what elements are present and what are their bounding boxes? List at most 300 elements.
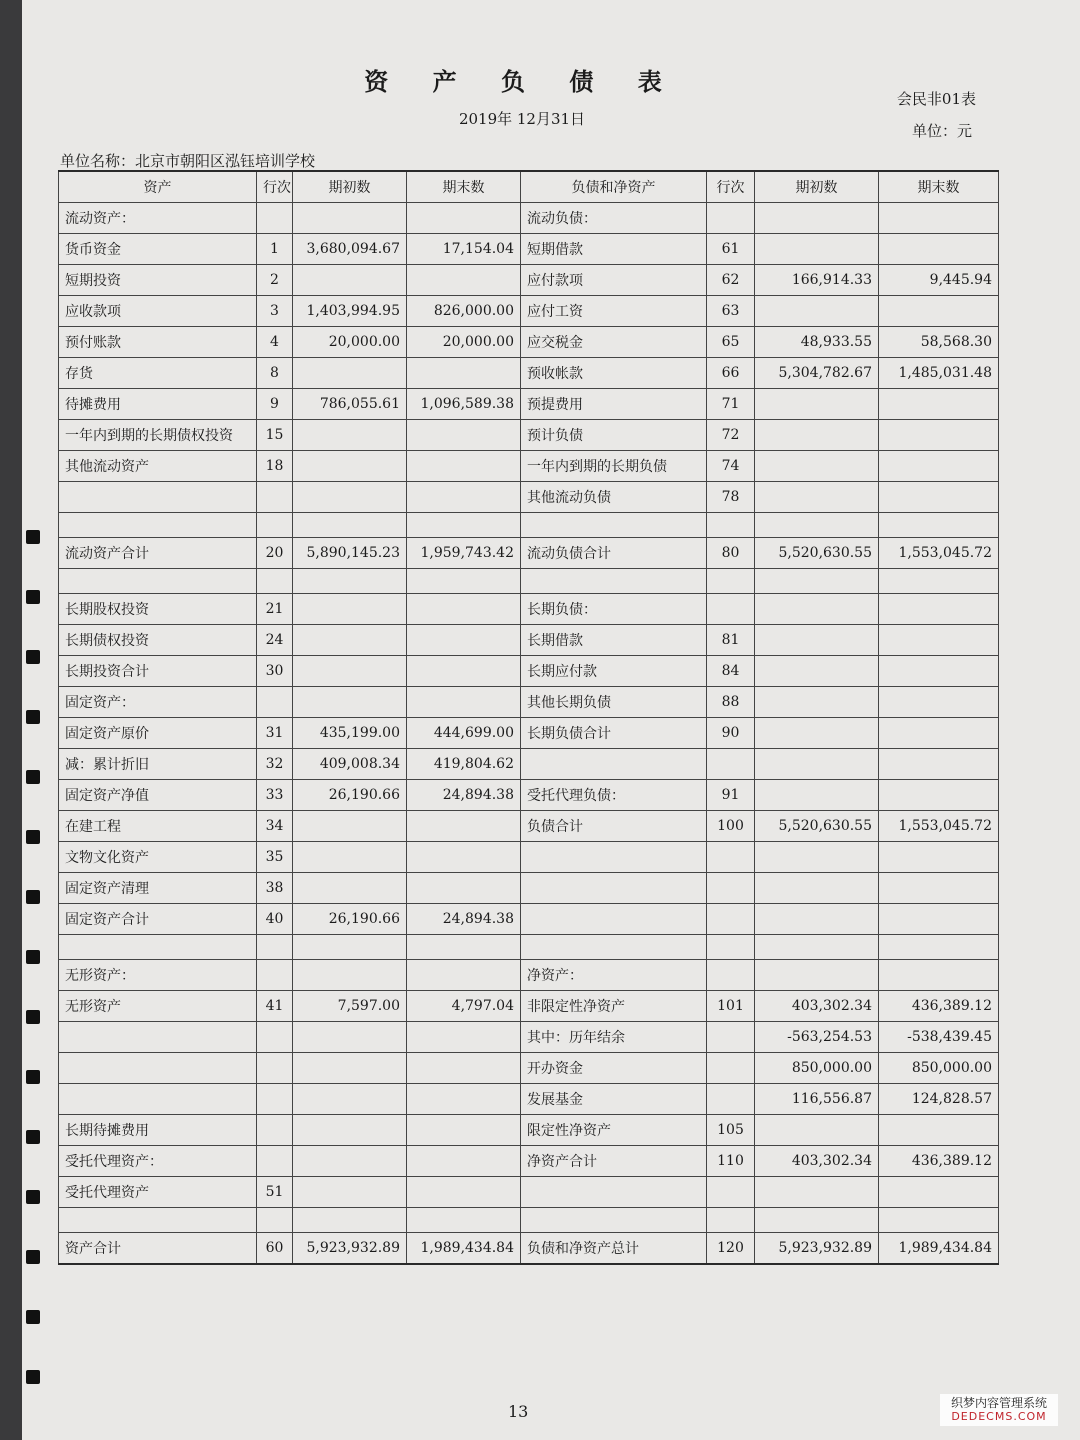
- line-number-cell: [707, 1208, 755, 1233]
- amount-cell: [879, 904, 999, 935]
- amount-cell: 5,923,932.89: [293, 1233, 407, 1265]
- amount-cell: [879, 1115, 999, 1146]
- amount-cell: [407, 358, 521, 389]
- amount-cell: [879, 960, 999, 991]
- amount-cell: -563,254.53: [755, 1022, 879, 1053]
- item-label-cell: [59, 482, 257, 513]
- item-label-cell: 负债合计: [521, 811, 707, 842]
- item-label-cell: [521, 1208, 707, 1233]
- line-number-cell: 101: [707, 991, 755, 1022]
- amount-cell: [755, 389, 879, 420]
- line-number-cell: 33: [257, 780, 293, 811]
- table-row: [59, 203, 999, 234]
- line-number-cell: 4: [257, 327, 293, 358]
- line-number-cell: 74: [707, 451, 755, 482]
- line-number-cell: 60: [257, 1233, 293, 1265]
- amount-cell: 24,894.38: [407, 780, 521, 811]
- amount-cell: [755, 873, 879, 904]
- amount-cell: [879, 842, 999, 873]
- amount-cell: 444,699.00: [407, 718, 521, 749]
- table-row: [59, 718, 999, 749]
- amount-cell: [293, 1084, 407, 1115]
- amount-cell: 1,553,045.72: [879, 811, 999, 842]
- line-number-cell: [707, 842, 755, 873]
- line-number-cell: 72: [707, 420, 755, 451]
- item-label-cell: 非限定性净资产: [521, 991, 707, 1022]
- amount-cell: [293, 1053, 407, 1084]
- amount-cell: [755, 513, 879, 538]
- table-row: [59, 904, 999, 935]
- amount-cell: [755, 780, 879, 811]
- amount-cell: [407, 687, 521, 718]
- amount-cell: [879, 296, 999, 327]
- amount-cell: [407, 482, 521, 513]
- item-label-cell: [59, 513, 257, 538]
- amount-cell: [879, 451, 999, 482]
- item-label-cell: 开办资金: [521, 1053, 707, 1084]
- table-row: [59, 873, 999, 904]
- amount-cell: [407, 842, 521, 873]
- amount-cell: [879, 569, 999, 594]
- amount-cell: [407, 203, 521, 234]
- item-label-cell: 短期借款: [521, 234, 707, 265]
- column-header: 期初数: [293, 171, 407, 203]
- amount-cell: [407, 1053, 521, 1084]
- amount-cell: [407, 1177, 521, 1208]
- amount-cell: [879, 656, 999, 687]
- amount-cell: [755, 594, 879, 625]
- line-number-cell: 31: [257, 718, 293, 749]
- line-number-cell: [707, 594, 755, 625]
- amount-cell: [755, 1208, 879, 1233]
- table-row: [59, 538, 999, 569]
- item-label-cell: 受托代理资产：: [59, 1146, 257, 1177]
- line-number-cell: [257, 960, 293, 991]
- item-label-cell: 长期借款: [521, 625, 707, 656]
- amount-cell: [879, 1177, 999, 1208]
- table-row: [59, 389, 999, 420]
- line-number-cell: [257, 203, 293, 234]
- amount-cell: 436,389.12: [879, 991, 999, 1022]
- amount-cell: 5,520,630.55: [755, 811, 879, 842]
- item-label-cell: 净资产：: [521, 960, 707, 991]
- item-label-cell: [521, 904, 707, 935]
- amount-cell: [293, 811, 407, 842]
- item-label-cell: [521, 842, 707, 873]
- amount-cell: [293, 513, 407, 538]
- amount-cell: [755, 960, 879, 991]
- amount-cell: [879, 420, 999, 451]
- amount-cell: 5,923,932.89: [755, 1233, 879, 1265]
- table-row: [59, 1233, 999, 1265]
- amount-cell: 850,000.00: [879, 1053, 999, 1084]
- amount-cell: [407, 1084, 521, 1115]
- amount-cell: [293, 873, 407, 904]
- amount-cell: [407, 265, 521, 296]
- table-row: [59, 1053, 999, 1084]
- amount-cell: [407, 625, 521, 656]
- amount-cell: 24,894.38: [407, 904, 521, 935]
- column-header: 期末数: [407, 171, 521, 203]
- amount-cell: [407, 594, 521, 625]
- item-label-cell: 减：累计折旧: [59, 749, 257, 780]
- amount-cell: 20,000.00: [293, 327, 407, 358]
- amount-cell: [293, 935, 407, 960]
- table-row: [59, 1022, 999, 1053]
- amount-cell: [293, 1177, 407, 1208]
- amount-cell: [755, 451, 879, 482]
- amount-cell: [755, 482, 879, 513]
- line-number-cell: 100: [707, 811, 755, 842]
- line-number-cell: [707, 1177, 755, 1208]
- item-label-cell: 应付工资: [521, 296, 707, 327]
- line-number-cell: [257, 569, 293, 594]
- item-label-cell: 流动负债：: [521, 203, 707, 234]
- table-row: [59, 1084, 999, 1115]
- amount-cell: [879, 203, 999, 234]
- item-label-cell: 受托代理资产: [59, 1177, 257, 1208]
- table-row: [59, 811, 999, 842]
- item-label-cell: 长期债权投资: [59, 625, 257, 656]
- amount-cell: [407, 569, 521, 594]
- item-label-cell: 无形资产: [59, 991, 257, 1022]
- line-number-cell: 81: [707, 625, 755, 656]
- amount-cell: [879, 935, 999, 960]
- amount-cell: 403,302.34: [755, 1146, 879, 1177]
- item-label-cell: 流动资产合计: [59, 538, 257, 569]
- item-label-cell: 存货: [59, 358, 257, 389]
- amount-cell: [407, 960, 521, 991]
- amount-cell: 1,989,434.84: [879, 1233, 999, 1265]
- amount-cell: [293, 842, 407, 873]
- item-label-cell: 预计负债: [521, 420, 707, 451]
- amount-cell: [879, 389, 999, 420]
- line-number-cell: 61: [707, 234, 755, 265]
- table-row: [59, 451, 999, 482]
- amount-cell: [293, 656, 407, 687]
- item-label-cell: 一年内到期的长期债权投资: [59, 420, 257, 451]
- amount-cell: 9,445.94: [879, 265, 999, 296]
- amount-cell: [407, 811, 521, 842]
- amount-cell: [293, 687, 407, 718]
- table-row: [59, 594, 999, 625]
- table-row: [59, 1177, 999, 1208]
- amount-cell: -538,439.45: [879, 1022, 999, 1053]
- amount-cell: 166,914.33: [755, 265, 879, 296]
- amount-cell: 5,304,782.67: [755, 358, 879, 389]
- amount-cell: [293, 265, 407, 296]
- amount-cell: 17,154.04: [407, 234, 521, 265]
- item-label-cell: 长期负债：: [521, 594, 707, 625]
- line-number-cell: 21: [257, 594, 293, 625]
- line-number-cell: 18: [257, 451, 293, 482]
- amount-cell: 1,096,589.38: [407, 389, 521, 420]
- amount-cell: [755, 625, 879, 656]
- line-number-cell: [707, 935, 755, 960]
- line-number-cell: [707, 513, 755, 538]
- line-number-cell: [257, 1208, 293, 1233]
- item-label-cell: [59, 935, 257, 960]
- line-number-cell: [707, 1053, 755, 1084]
- column-header: 期初数: [755, 171, 879, 203]
- table-row: [59, 780, 999, 811]
- line-number-cell: [257, 935, 293, 960]
- table-row: [59, 358, 999, 389]
- line-number-cell: 38: [257, 873, 293, 904]
- item-label-cell: 固定资产：: [59, 687, 257, 718]
- amount-cell: [755, 1177, 879, 1208]
- item-label-cell: 固定资产原价: [59, 718, 257, 749]
- line-number-cell: [257, 1146, 293, 1177]
- item-label-cell: [59, 569, 257, 594]
- line-number-cell: 88: [707, 687, 755, 718]
- item-label-cell: 待摊费用: [59, 389, 257, 420]
- line-number-cell: 65: [707, 327, 755, 358]
- amount-cell: 1,989,434.84: [407, 1233, 521, 1265]
- form-code: 会民非01表: [896, 90, 976, 108]
- amount-cell: [293, 1208, 407, 1233]
- line-number-cell: [257, 513, 293, 538]
- line-number-cell: 51: [257, 1177, 293, 1208]
- line-number-cell: 78: [707, 482, 755, 513]
- line-number-cell: 32: [257, 749, 293, 780]
- amount-cell: [293, 420, 407, 451]
- amount-cell: [293, 203, 407, 234]
- table-row: [59, 1115, 999, 1146]
- item-label-cell: 其中：历年结余: [521, 1022, 707, 1053]
- amount-cell: 403,302.34: [755, 991, 879, 1022]
- column-header: 行次: [257, 171, 293, 203]
- item-label-cell: 短期投资: [59, 265, 257, 296]
- amount-cell: [755, 935, 879, 960]
- line-number-cell: 2: [257, 265, 293, 296]
- amount-cell: [879, 780, 999, 811]
- amount-cell: [879, 513, 999, 538]
- amount-cell: [755, 420, 879, 451]
- company-name: 单位名称：北京市朝阳区泓钰培训学校: [60, 152, 316, 170]
- line-number-cell: 34: [257, 811, 293, 842]
- amount-cell: [407, 451, 521, 482]
- item-label-cell: 流动资产：: [59, 203, 257, 234]
- amount-cell: [293, 1022, 407, 1053]
- item-label-cell: 长期待摊费用: [59, 1115, 257, 1146]
- item-label-cell: [59, 1208, 257, 1233]
- amount-cell: [755, 569, 879, 594]
- amount-cell: 435,199.00: [293, 718, 407, 749]
- item-label-cell: 无形资产：: [59, 960, 257, 991]
- line-number-cell: [707, 960, 755, 991]
- balance-sheet-table: [58, 170, 999, 1265]
- item-label-cell: 限定性净资产: [521, 1115, 707, 1146]
- line-number-cell: 3: [257, 296, 293, 327]
- line-number-cell: 110: [707, 1146, 755, 1177]
- table-row: [59, 625, 999, 656]
- line-number-cell: 120: [707, 1233, 755, 1265]
- amount-cell: [755, 296, 879, 327]
- amount-cell: [293, 1115, 407, 1146]
- table-row: [59, 935, 999, 960]
- table-row: [59, 327, 999, 358]
- amount-cell: 3,680,094.67: [293, 234, 407, 265]
- amount-cell: 4,797.04: [407, 991, 521, 1022]
- header-row: [59, 171, 999, 203]
- item-label-cell: 资产合计: [59, 1233, 257, 1265]
- amount-cell: 7,597.00: [293, 991, 407, 1022]
- line-number-cell: 35: [257, 842, 293, 873]
- table-row: [59, 656, 999, 687]
- line-number-cell: [707, 1084, 755, 1115]
- line-number-cell: 105: [707, 1115, 755, 1146]
- item-label-cell: 固定资产净值: [59, 780, 257, 811]
- item-label-cell: 受托代理负债：: [521, 780, 707, 811]
- amount-cell: 124,828.57: [879, 1084, 999, 1115]
- line-number-cell: [257, 687, 293, 718]
- amount-cell: [879, 625, 999, 656]
- watermark-url: DEDECMS.COM: [951, 1410, 1047, 1423]
- item-label-cell: [521, 749, 707, 780]
- table-row: [59, 234, 999, 265]
- line-number-cell: [257, 1022, 293, 1053]
- item-label-cell: 净资产合计: [521, 1146, 707, 1177]
- table-row: [59, 296, 999, 327]
- amount-cell: 58,568.30: [879, 327, 999, 358]
- amount-cell: [293, 960, 407, 991]
- amount-cell: [407, 1146, 521, 1177]
- watermark: [940, 1394, 1058, 1426]
- amount-cell: 1,553,045.72: [879, 538, 999, 569]
- table-row: [59, 991, 999, 1022]
- amount-cell: 850,000.00: [755, 1053, 879, 1084]
- line-number-cell: 80: [707, 538, 755, 569]
- line-number-cell: 41: [257, 991, 293, 1022]
- amount-cell: [407, 513, 521, 538]
- page-title: 资 产 负 债 表: [364, 67, 680, 96]
- table-row: [59, 1208, 999, 1233]
- table-row: [59, 513, 999, 538]
- line-number-cell: 90: [707, 718, 755, 749]
- amount-cell: [407, 656, 521, 687]
- column-header: 行次: [707, 171, 755, 203]
- amount-cell: 48,933.55: [755, 327, 879, 358]
- item-label-cell: 其他流动资产: [59, 451, 257, 482]
- item-label-cell: [521, 935, 707, 960]
- line-number-cell: 1: [257, 234, 293, 265]
- amount-cell: [755, 234, 879, 265]
- line-number-cell: 63: [707, 296, 755, 327]
- amount-cell: 1,959,743.42: [407, 538, 521, 569]
- amount-cell: [879, 687, 999, 718]
- amount-cell: 1,403,994.95: [293, 296, 407, 327]
- amount-cell: [879, 1208, 999, 1233]
- line-number-cell: 9: [257, 389, 293, 420]
- amount-cell: [755, 904, 879, 935]
- item-label-cell: [521, 1177, 707, 1208]
- amount-cell: 409,008.34: [293, 749, 407, 780]
- line-number-cell: 66: [707, 358, 755, 389]
- amount-cell: 5,890,145.23: [293, 538, 407, 569]
- amount-cell: [407, 873, 521, 904]
- table-row: [59, 749, 999, 780]
- amount-cell: [293, 594, 407, 625]
- amount-cell: 786,055.61: [293, 389, 407, 420]
- amount-cell: [293, 625, 407, 656]
- watermark-text: 织梦内容管理系统: [950, 1396, 1047, 1410]
- item-label-cell: 长期股权投资: [59, 594, 257, 625]
- amount-cell: 20,000.00: [407, 327, 521, 358]
- table-row: [59, 842, 999, 873]
- amount-cell: [407, 1208, 521, 1233]
- line-number-cell: [707, 873, 755, 904]
- amount-cell: [407, 1022, 521, 1053]
- item-label-cell: 应交税金: [521, 327, 707, 358]
- amount-cell: [879, 594, 999, 625]
- amount-cell: [755, 1115, 879, 1146]
- item-label-cell: [521, 513, 707, 538]
- amount-cell: [879, 749, 999, 780]
- item-label-cell: 长期投资合计: [59, 656, 257, 687]
- amount-cell: [407, 1115, 521, 1146]
- amount-cell: 116,556.87: [755, 1084, 879, 1115]
- item-label-cell: 固定资产合计: [59, 904, 257, 935]
- item-label-cell: 预付账款: [59, 327, 257, 358]
- line-number-cell: 40: [257, 904, 293, 935]
- line-number-cell: 24: [257, 625, 293, 656]
- report-date: 2019年 12月31日: [458, 110, 586, 128]
- table-row: [59, 960, 999, 991]
- table-row: [59, 482, 999, 513]
- amount-cell: [407, 935, 521, 960]
- line-number-cell: 8: [257, 358, 293, 389]
- line-number-cell: [257, 1115, 293, 1146]
- currency-unit: 单位：元: [911, 122, 972, 140]
- line-number-cell: 30: [257, 656, 293, 687]
- item-label-cell: 固定资产清理: [59, 873, 257, 904]
- line-number-cell: [707, 904, 755, 935]
- amount-cell: [407, 420, 521, 451]
- line-number-cell: 91: [707, 780, 755, 811]
- amount-cell: [293, 358, 407, 389]
- column-header: 资产: [59, 171, 257, 203]
- item-label-cell: [521, 873, 707, 904]
- amount-cell: [879, 482, 999, 513]
- line-number-cell: [707, 569, 755, 594]
- item-label-cell: 其他流动负债: [521, 482, 707, 513]
- item-label-cell: 应付款项: [521, 265, 707, 296]
- item-label-cell: 发展基金: [521, 1084, 707, 1115]
- line-number-cell: 20: [257, 538, 293, 569]
- line-number-cell: [707, 1022, 755, 1053]
- amount-cell: [879, 718, 999, 749]
- amount-cell: [755, 203, 879, 234]
- item-label-cell: 文物文化资产: [59, 842, 257, 873]
- binding-holes: [22, 520, 42, 1440]
- amount-cell: 26,190.66: [293, 780, 407, 811]
- table-row: [59, 687, 999, 718]
- table-row: [59, 265, 999, 296]
- page-number: 13: [508, 1402, 529, 1421]
- amount-cell: 436,389.12: [879, 1146, 999, 1177]
- line-number-cell: [257, 1053, 293, 1084]
- amount-cell: 26,190.66: [293, 904, 407, 935]
- item-label-cell: 长期负债合计: [521, 718, 707, 749]
- line-number-cell: [707, 203, 755, 234]
- line-number-cell: [257, 1084, 293, 1115]
- amount-cell: 1,485,031.48: [879, 358, 999, 389]
- amount-cell: [755, 749, 879, 780]
- amount-cell: [293, 1146, 407, 1177]
- table-row: [59, 1146, 999, 1177]
- line-number-cell: 15: [257, 420, 293, 451]
